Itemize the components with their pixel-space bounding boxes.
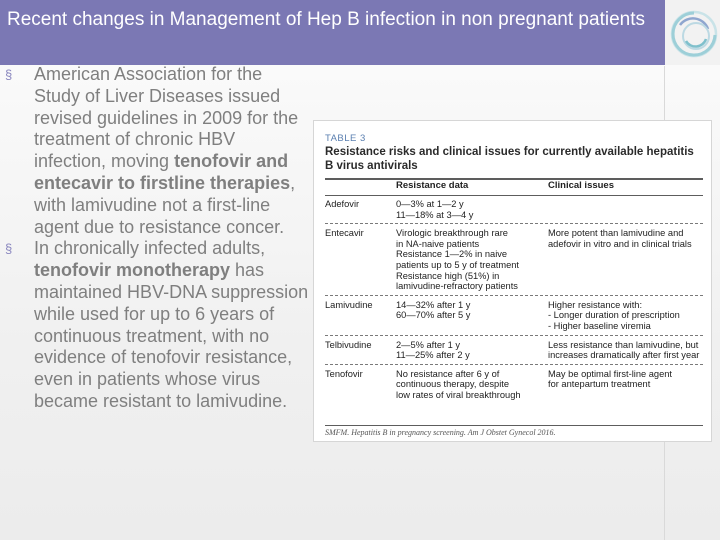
- cell-line: continuous therapy, despite: [396, 379, 510, 390]
- cell-line: patients up to 5 y of treatment: [396, 259, 519, 270]
- cell-line: - Higher baseline viremia: [548, 320, 651, 331]
- cell-line: - Longer duration of prescription: [548, 310, 680, 321]
- bullet-bold-text: tenofovir and entecavir to firstline therapies: [34, 151, 291, 193]
- bullet-text: American Association for the Study of Liver Diseases issued revised guidelines in 2009 for the treatment of chronic HBV infection, moving: [34, 64, 299, 172]
- cell-drug: Telbivudine: [325, 339, 372, 350]
- table-source: SMFM. Hepatitis B in pregnancy screening. Am J Obstet Gynecol 2016.: [325, 428, 556, 437]
- bullet-item: [5, 238, 310, 412]
- cell-line: 2—5% after 1 y: [396, 339, 461, 350]
- bullet-text: has maintained HBV-DNA suppression while used for up to 6 years of continuous treatment, with no evidence of tenofovir resistance, even in patients whose virus became resistant to lamivudine.: [34, 260, 309, 411]
- cell-resistance: [396, 228, 546, 292]
- cell-resistance: [396, 300, 546, 321]
- cell-line: adefovir in vitro and in clinical trials: [548, 238, 692, 249]
- cell-line: No resistance after 6 y of: [396, 368, 500, 379]
- cell-clinical: [548, 228, 703, 249]
- table-row: [325, 199, 703, 220]
- cell-line: 0—3% at 1—2 y: [396, 199, 464, 209]
- cell-line: for antepartum treatment: [548, 379, 651, 390]
- cell-resistance: [396, 369, 546, 401]
- title-bar: [0, 0, 665, 65]
- cell-line: 14—32% after 1 y: [396, 299, 471, 310]
- table-row: [325, 369, 703, 401]
- table-figure: [313, 120, 712, 442]
- slide-title: Recent changes in Management of Hep B infection in non pregnant patients: [7, 9, 645, 30]
- cell-line: low rates of viral breakthrough: [396, 389, 521, 400]
- cell-line: May be optimal first-line agent: [548, 368, 673, 379]
- cell-line: More potent than lamivudine and: [548, 228, 684, 239]
- cell-resistance: [396, 340, 546, 361]
- cell-clinical: [548, 300, 703, 332]
- table-top-rule: [325, 178, 703, 180]
- cell-line: Less resistance than lamivudine, but: [548, 339, 699, 350]
- cell-line: 11—18% at 3—4 y: [396, 209, 474, 220]
- bullet-item: [5, 64, 310, 238]
- table-title: Resistance risks and clinical issues for currently available hepatitis B virus antivirals: [325, 146, 694, 172]
- bullet-text: In chronically infected adults,: [34, 238, 266, 259]
- cell-drug: Lamivudine: [325, 299, 373, 310]
- row-divider: [325, 364, 703, 365]
- bullet-marker-icon: §: [5, 67, 13, 82]
- cell-line: Resistance high (51%) in: [396, 270, 500, 281]
- cell-drug: Adefovir: [325, 199, 360, 209]
- table-label: TABLE 3: [325, 133, 366, 144]
- cell-resistance: [396, 199, 546, 220]
- cell-line: 11—25% after 2 y: [396, 350, 470, 361]
- cell-line: Higher resistance with:: [548, 299, 643, 310]
- table-row: [325, 340, 703, 361]
- row-divider: [325, 335, 703, 336]
- table-row: [325, 300, 703, 332]
- bullet-bold-text: tenofovir monotherapy: [34, 260, 231, 281]
- cell-line: increases dramatically after first year: [548, 350, 700, 361]
- cell-line: 60—70% after 5 y: [396, 310, 471, 321]
- table-bottom-rule: [325, 425, 703, 426]
- cell-drug: Tenofovir: [325, 368, 363, 379]
- table-header-rule: [325, 195, 703, 196]
- table-row: [325, 228, 703, 292]
- cell-line: lamivudine-refractory patients: [396, 281, 518, 292]
- bullet-list: [5, 64, 310, 413]
- row-divider: [325, 295, 703, 296]
- swirl-logo-icon: [664, 3, 720, 63]
- cell-line: Virologic breakthrough rare: [396, 228, 508, 239]
- cell-line: in NA-naive patients: [396, 238, 480, 249]
- bullet-text: , with lamivudine not a first-line agent due to resistance concer.: [34, 172, 296, 237]
- header-resistance: Resistance data: [396, 180, 469, 191]
- bullet-marker-icon: §: [5, 241, 13, 257]
- cell-clinical: [548, 369, 703, 390]
- row-divider: [325, 223, 703, 224]
- cell-clinical: [548, 340, 703, 361]
- cell-drug: Entecavir: [325, 228, 364, 239]
- header-clinical: Clinical issues: [548, 180, 615, 191]
- cell-line: Resistance 1—2% in naive: [396, 249, 508, 260]
